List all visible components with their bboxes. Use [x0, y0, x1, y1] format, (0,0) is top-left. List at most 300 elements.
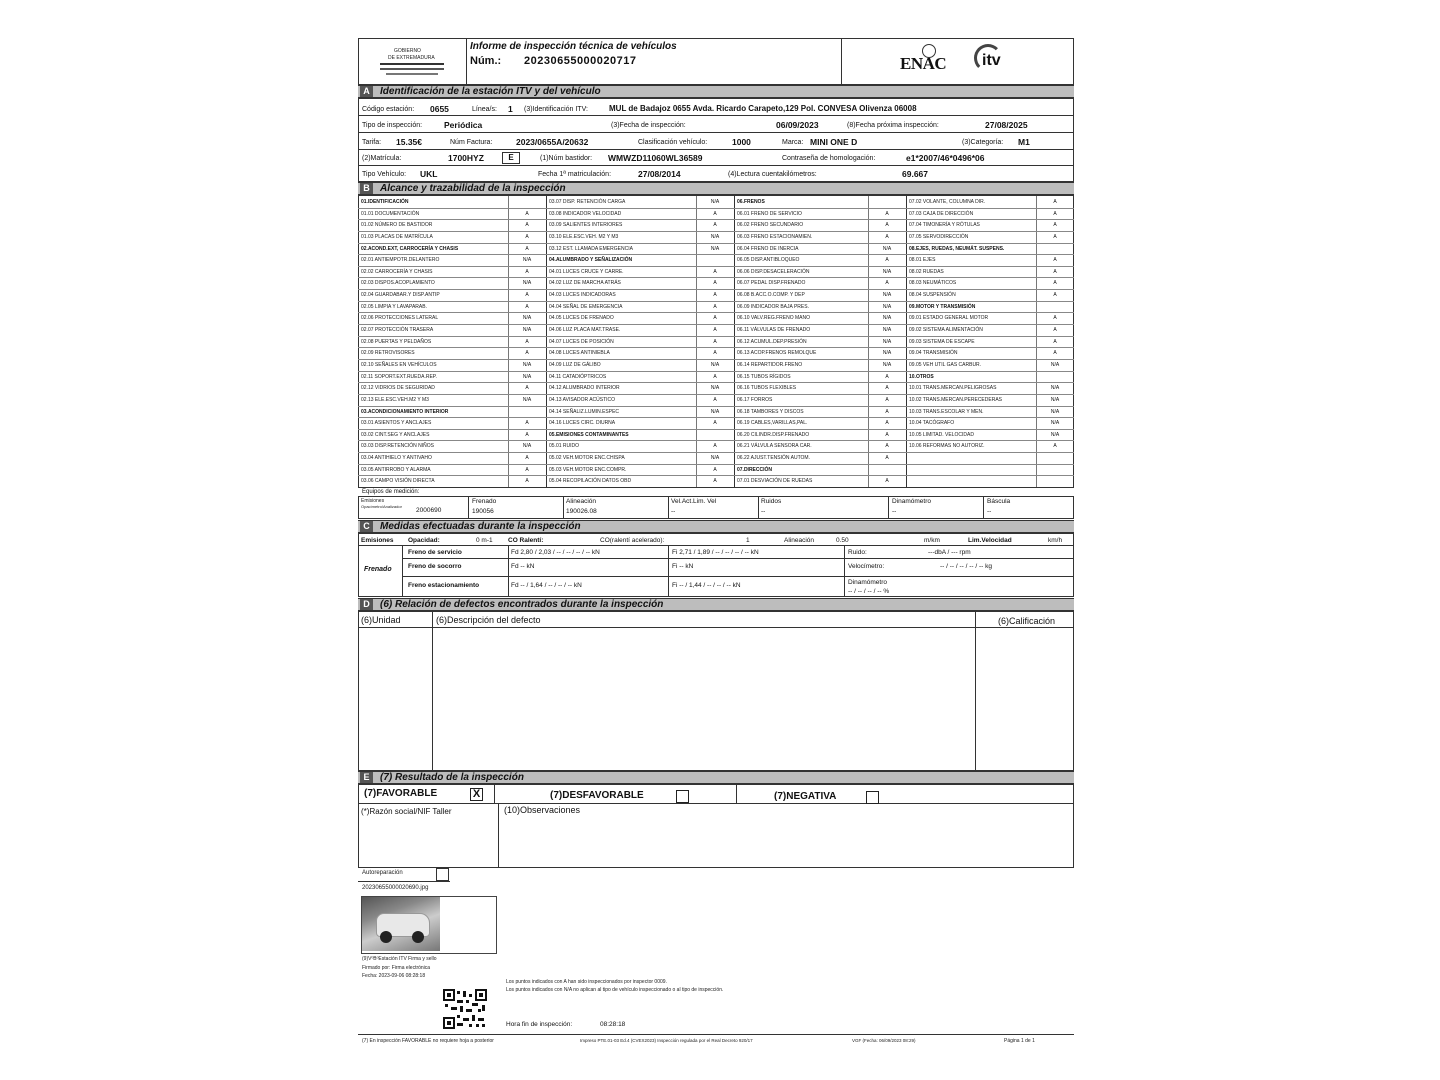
scope-item-label: 10.02 TRANS.MERCAN.PERECEDERAS: [909, 396, 1002, 403]
dinamometro-label: Dinamómetro: [848, 579, 888, 586]
qr-code: [442, 988, 488, 1030]
equipo-velocidad-value: --: [671, 508, 676, 515]
report-number-label: Núm.:: [470, 55, 502, 67]
scope-item-mark: A: [885, 222, 889, 229]
freno-socorro-fi: Fi -- kN: [672, 563, 694, 570]
razon-social-label: (*)Razón social/NIF Taller: [361, 807, 452, 816]
scope-item-label: 03.09 SALIENTES INTERIORES: [549, 222, 623, 229]
section-d-title: (6) Relación de defectos encontrados durante la inspección: [380, 599, 664, 610]
scope-item-label: 06.03 FRENO ESTACIONAMIEN.: [737, 233, 813, 240]
scope-item-mark: A: [1053, 292, 1057, 299]
scope-item-label: 06.06 DISP.DESACELERACIÓN: [737, 268, 810, 275]
itv-logo: [972, 42, 1036, 80]
result-favorable-label: (7)FAVORABLE: [364, 788, 438, 799]
equipo-emisiones-sublabel: Opacímetro/Analizador: [361, 504, 402, 509]
scope-item-label: 04.06 LUZ PLACA MAT.TRASE.: [549, 327, 621, 334]
scope-item-mark: A: [713, 327, 717, 334]
km-value: 69.667: [902, 169, 928, 179]
footer-regulation: Impreso PTE.01-03 Ed.4 (CVEX2023) Inspección regulada por el Real Decreto 920/17: [580, 1038, 753, 1043]
marca-value: MINI ONE D: [810, 137, 858, 147]
itv-wordmark: itv: [982, 52, 1001, 69]
defects-col-descripcion: (6)Descripción del defecto: [436, 615, 541, 625]
scope-item-mark: N/A: [882, 303, 892, 310]
bascula-value: -- / -- / -- / -- / -- kg: [940, 563, 992, 570]
scope-item-mark: A: [885, 420, 889, 427]
scope-item-mark: A: [885, 280, 889, 287]
scope-item-mark: A: [525, 420, 529, 427]
scope-item-label: 09.01 ESTADO GENERAL MOTOR: [909, 315, 989, 322]
note-not-applicable: Los puntos indicados con N/A no aplican al tipo de vehículo inspeccionado o al tipo de inspección.: [506, 987, 724, 993]
section-e-bar: [358, 771, 1074, 784]
tarifa-value: 15.35€: [396, 137, 422, 147]
scope-item-mark: A: [885, 373, 889, 380]
autoreparacion-label: Autoreparación: [362, 870, 403, 876]
ruido-value: ---dbA / --- rpm: [928, 549, 971, 556]
scope-item-label: 03.05 ANTIRROBO Y ALARMA: [361, 466, 431, 473]
report-title: Informe de inspección técnica de vehículos: [470, 41, 677, 52]
scope-item-mark: N/A: [522, 361, 532, 368]
observaciones-label: (10)Observaciones: [504, 805, 581, 815]
scope-item-mark: A: [1053, 280, 1057, 287]
categoria-label: (3)Categoría:: [962, 139, 1004, 146]
lambda-value: 1: [746, 537, 750, 544]
categoria-value: M1: [1018, 137, 1030, 147]
scope-item-mark: N/A: [882, 245, 892, 252]
scope-item-mark: A: [885, 210, 889, 217]
scope-item-mark: A: [525, 303, 529, 310]
equipo-alineacion-value: 190026.08: [566, 508, 597, 515]
scope-item-mark: A: [713, 396, 717, 403]
fecha-matriculacion-label: Fecha 1ª matriculación:: [538, 171, 612, 178]
firma-fecha: Fecha: 2023-09-06 08:28:18: [362, 973, 426, 979]
linea-label: Línea/s:: [472, 106, 497, 113]
observations-box: [358, 804, 1074, 868]
scope-item-mark: A: [525, 385, 529, 392]
scope-group-heading: 07.DIRECCIÓN: [737, 466, 773, 473]
footer-version: VGF (Fecha: 06/09/2023 08:29): [852, 1038, 916, 1043]
defects-col-calificacion: (6)Calificación: [998, 616, 1056, 626]
scope-item-mark: N/A: [710, 455, 720, 462]
scope-item-label: 03.06 CAMPO VISIÓN DIRECTA: [361, 478, 435, 485]
report-number: 20230655000020717: [524, 55, 637, 67]
scope-item-mark: N/A: [522, 396, 532, 403]
scope-group-heading: 05.EMISIONES CONTAMINANTES: [549, 431, 629, 438]
hora-fin-value: 08:28:18: [600, 1021, 626, 1028]
section-b-bar: [358, 182, 1074, 195]
equipo-frenado-value: 190056: [472, 508, 494, 515]
scope-item-mark: N/A: [710, 233, 720, 240]
scope-item-label: 02.09 RETROVISORES: [361, 350, 415, 357]
scope-item-mark: N/A: [882, 350, 892, 357]
scope-item-label: 10.06 REFORMAS NO AUTORIZ.: [909, 443, 985, 450]
scope-item-label: 03.04 ANTIHIELO Y ANTIVAHO: [361, 455, 432, 462]
scope-item-mark: N/A: [882, 292, 892, 299]
scope-item-label: 04.01 LUCES CRUCE Y CARRE.: [549, 268, 624, 275]
freno-estacionamiento-label: Freno estacionamiento: [408, 582, 480, 589]
scope-item-label: 05.03 VEH.MOTOR ENC.COMPR.: [549, 466, 627, 473]
equipo-emisiones-value: 2000690: [416, 507, 442, 514]
scope-item-label: 04.16 LUCES CIRC. DIURNA: [549, 420, 616, 427]
equipos-label: Equipos de medición:: [362, 489, 420, 495]
section-a-bar: [358, 85, 1074, 98]
dinamometro-value: -- / -- / -- / -- %: [848, 588, 890, 595]
homologacion-label: Contraseña de homologación:: [782, 155, 876, 162]
section-c-title: Medidas efectuadas durante la inspección: [380, 521, 581, 532]
alineacion-units: m/km: [924, 537, 940, 544]
defects-table: [358, 611, 1074, 771]
note-inspected: Los puntos indicados con A han sido inspeccionados por inspector 0009.: [506, 979, 667, 985]
scope-item-label: 06.20 CILINDR.DISP.FRENADO: [737, 431, 810, 438]
scope-item-label: 04.05 LUCES DE FRENADO: [549, 315, 614, 322]
codigo-estacion-label: Código estación:: [362, 106, 415, 113]
scope-item-label: 02.13 ELE.ESC.VEH.M2 Y M3: [361, 396, 429, 403]
scope-item-label: 06.16 TUBOS FLEXIBLES: [737, 385, 797, 392]
freno-socorro-label: Freno de socorro: [408, 563, 462, 570]
scope-item-label: 08.04 SUSPENSIÓN: [909, 292, 956, 299]
section-c-letter: C: [360, 521, 373, 532]
equipo-dinamometro-value: --: [892, 508, 897, 515]
enac-wordmark: ENAC: [900, 54, 947, 73]
scope-item-mark: N/A: [710, 245, 720, 252]
scope-item-mark: A: [525, 268, 529, 275]
scope-item-label: 07.01 DESVIACIÓN DE RUEDAS: [737, 478, 813, 485]
scope-item-mark: N/A: [1050, 420, 1060, 427]
scope-item-mark: A: [713, 268, 717, 275]
scope-item-mark: N/A: [522, 443, 532, 450]
scope-item-mark: A: [713, 478, 717, 485]
ruido-label: Ruido:: [848, 549, 867, 556]
linea-value: 1: [508, 104, 513, 114]
scope-item-label: 09.02 SISTEMA ALIMENTACIÓN: [909, 327, 983, 334]
scope-group-heading: 02.ACOND.EXT, CARROCERÍA Y CHASIS: [361, 245, 459, 252]
scope-item-label: 10.05 LIMITAD. VELOCIDAD: [909, 431, 974, 438]
section-a-letter: A: [360, 86, 373, 97]
scope-item-mark: A: [1053, 350, 1057, 357]
fecha-inspeccion-value: 06/09/2023: [776, 120, 819, 130]
scope-item-mark: N/A: [882, 338, 892, 345]
scope-item-label: 05.02 VEH.MOTOR ENC.CHISPA: [549, 455, 625, 462]
hora-fin-label: Hora fin de inspección:: [506, 1021, 573, 1028]
scope-item-label: 06.04 FRENO DE INERCIA: [737, 245, 799, 252]
ident-itv-value: MUL de Badajoz 0655 Avda. Ricardo Carapeto,129 Pol. CONVESA Olivenza 06008: [609, 104, 917, 113]
section-e-title: (7) Resultado de la inspección: [380, 772, 524, 783]
footer-page: Página 1 de 1: [1004, 1038, 1035, 1044]
equipo-alineacion-label: Alineación: [566, 498, 596, 505]
scope-item-mark: A: [1053, 199, 1057, 205]
scope-item-label: 07.03 CAJA DE DIRECCIÓN: [909, 210, 974, 217]
scope-item-label: 03.12 EST. LLAMADA EMERGENCIA: [549, 245, 633, 252]
freno-socorro-fd: Fd -- kN: [511, 563, 535, 570]
enac-logo: [900, 44, 970, 78]
equipo-emisiones-label: Emisiones: [361, 498, 385, 504]
scope-item-label: 02.05 LIMPIA Y LAVAPARAB.: [361, 303, 427, 310]
scope-item-mark: N/A: [1050, 408, 1060, 415]
scope-item-mark: A: [1053, 338, 1057, 345]
section-d-letter: D: [360, 599, 373, 610]
equipo-ruidos-label: Ruidos: [761, 498, 782, 505]
scope-item-label: 09.05 VEH UTIL GAS CARBUR.: [909, 361, 982, 368]
fecha-inspeccion-label: (3)Fecha de inspección:: [611, 122, 686, 129]
clasificacion-label: Clasificación vehículo:: [638, 139, 708, 146]
scope-item-label: 03.02 CINT.SEG Y ANCLAJES: [361, 431, 430, 438]
section-a-title: Identificación de la estación ITV y del vehículo: [380, 86, 601, 97]
scope-item-label: 02.03 DISPOS.ACOPLAMIENTO: [361, 280, 435, 287]
scope-item-mark: A: [713, 222, 717, 229]
scope-item-mark: A: [713, 315, 717, 322]
scope-item-mark: A: [713, 210, 717, 217]
scope-item-mark: A: [713, 443, 717, 450]
scope-item-label: 04.09 LUZ DE GÁLIBO: [549, 361, 601, 368]
scope-item-mark: A: [885, 385, 889, 392]
scope-item-label: 02.10 SEÑALES EN VEHÍCULOS: [361, 361, 437, 368]
tipo-vehiculo-label: Tipo Vehículo:: [362, 171, 407, 178]
fecha-proxima-label: (8)Fecha próxima inspección:: [847, 122, 939, 129]
country-flag-badge: E: [502, 152, 520, 164]
scope-item-mark: A: [713, 373, 717, 380]
scope-item-label: 02.01 ANTIEMPOTR.DELANTERO: [361, 257, 440, 264]
scope-item-mark: A: [1053, 443, 1057, 450]
scope-item-mark: A: [1053, 222, 1057, 229]
scope-item-label: 06.11 VÁLVULAS DE FRENADO: [737, 327, 811, 334]
scope-item-label: 06.12 ACUMUL.DEP.PRESIÓN: [737, 338, 807, 345]
scope-item-label: 06.19 CABLES,VARILLAS,PAL.: [737, 420, 808, 427]
scope-item-mark: A: [885, 257, 889, 264]
result-negativa-label: (7)NEGATIVA: [774, 791, 837, 802]
equipo-dinamometro-label: Dinamómetro: [892, 498, 932, 505]
scope-item-mark: A: [885, 233, 889, 240]
scope-item-mark: N/A: [1050, 361, 1060, 368]
factura-value: 2023/0655A/20632: [516, 137, 589, 147]
scope-group-heading: 10.OTROS: [909, 373, 934, 380]
scope-item-mark: N/A: [710, 199, 720, 205]
scope-group-heading: 01.IDENTIFICACIÓN: [361, 199, 409, 205]
scope-item-mark: A: [1053, 268, 1057, 275]
scope-item-label: 06.14 REPARTIDOR.FRENO: [737, 361, 803, 368]
freno-servicio-fd: Fd 2,80 / 2,03 / -- / -- / -- / -- kN: [511, 549, 600, 556]
bastidor-value: WMWZD11060WL36589: [608, 153, 703, 163]
bastidor-label: (1)Núm bastidor:: [540, 155, 593, 162]
scope-item-mark: A: [713, 420, 717, 427]
result-desfavorable-label: (7)DESFAVORABLE: [550, 790, 644, 801]
scope-item-label: 10.04 TACÓGRAFO: [909, 420, 955, 427]
marca-label: Marca:: [782, 139, 804, 146]
freno-servicio-label: Freno de servicio: [408, 549, 462, 556]
scope-item-label: 02.04 GUARDABAR.Y DISP.ANTIP: [361, 292, 440, 299]
scope-item-mark: N/A: [522, 315, 532, 322]
result-favorable-checkbox[interactable]: X: [470, 788, 483, 801]
scope-item-label: 08.03 NEUMÁTICOS: [909, 280, 957, 287]
scope-grid-items: [358, 196, 1074, 487]
scope-item-mark: N/A: [882, 268, 892, 275]
section-b-title: Alcance y trazabilidad de la inspección: [380, 183, 566, 194]
scope-item-label: 04.12 ALUMBRADO INTERIOR: [549, 385, 620, 392]
defects-col-unidad: (6)Unidad: [361, 615, 401, 625]
tipo-inspeccion-value: Periódica: [444, 120, 483, 130]
scope-item-mark: N/A: [522, 257, 532, 264]
section-b-letter: B: [360, 183, 373, 194]
scope-item-mark: A: [525, 478, 529, 485]
inspection-report: [358, 38, 1074, 1050]
scope-item-label: 08.01 EJES: [909, 257, 936, 264]
scope-item-label: 02.07 PROTECCIÓN TRASERA: [361, 327, 434, 334]
scope-item-label: 02.12 VIDRIOS DE SEGURIDAD: [361, 385, 435, 392]
co-ralenti-label: CO Ralentí:: [508, 537, 544, 544]
scope-item-mark: A: [885, 408, 889, 415]
factura-label: Núm Factura:: [450, 139, 493, 146]
scope-item-label: 06.10 VALV.REG.FRENO MANO: [737, 315, 810, 322]
scope-item-label: 03.08 INDICADOR VELOCIDAD: [549, 210, 622, 217]
scope-item-mark: N/A: [710, 385, 720, 392]
scope-item-mark: N/A: [882, 327, 892, 334]
scope-item-mark: A: [525, 292, 529, 299]
scope-item-mark: A: [885, 431, 889, 438]
scope-item-label: 07.04 TIMONERÍA Y RÓTULAS: [909, 222, 980, 229]
scope-group-heading: 08.EJES, RUEDAS, NEUMÁT. SUSPENS.: [909, 245, 1005, 252]
scope-item-label: 06.07 PEDAL DISP.FRENADO: [737, 280, 806, 287]
scope-item-mark: A: [1053, 210, 1057, 217]
lim-velocidad-label: Lim.Velocidad: [968, 537, 1012, 544]
freno-estacionamiento-fi: Fi -- / 1,44 / -- / -- / -- kN: [672, 582, 741, 589]
scope-item-mark: A: [525, 338, 529, 345]
scope-item-label: 01.01 DOCUMENTACIÓN: [361, 210, 420, 217]
scope-item-label: 06.13 ACOP.FRENOS REMOLQUE: [737, 350, 817, 357]
scope-item-mark: A: [713, 466, 717, 473]
vehicle-photo: [361, 896, 497, 954]
scope-item-mark: A: [525, 350, 529, 357]
scope-item-mark: A: [885, 443, 889, 450]
fecha-proxima-value: 27/08/2025: [985, 120, 1028, 130]
scope-group-heading: 03.ACONDICIONAMIENTO INTERIOR: [361, 408, 449, 415]
scope-item-mark: A: [525, 466, 529, 473]
freno-estacionamiento-fd: Fd -- / 1,64 / -- / -- / -- kN: [511, 582, 582, 589]
scope-item-mark: N/A: [522, 280, 532, 287]
scope-item-mark: A: [713, 338, 717, 345]
equipo-bascula-value: --: [987, 508, 992, 515]
scope-item-label: 10.03 TRANS.ESCOLAR Y MEN.: [909, 408, 984, 415]
scope-item-mark: A: [525, 233, 529, 240]
scope-item-mark: N/A: [1050, 431, 1060, 438]
firma-label: (9)VºBºEstación ITV Firma y sello: [362, 956, 437, 962]
equipo-frenado-label: Frenado: [472, 498, 497, 505]
equipo-bascula-label: Báscula: [987, 498, 1011, 505]
scope-item-mark: A: [885, 455, 889, 462]
scope-group-heading: 04.ALUMBRADO Y SEÑALIZACIÓN: [549, 257, 633, 264]
scope-item-label: 04.07 LUCES DE POSICIÓN: [549, 338, 614, 345]
scope-group-heading: 09.MOTOR Y TRANSMISIÓN: [909, 303, 976, 310]
scope-item-mark: A: [1053, 315, 1057, 322]
tipo-vehiculo-value: UKL: [420, 169, 438, 179]
scope-item-mark: N/A: [882, 361, 892, 368]
scope-item-label: 07.02 VOLANTE, COLUMNA DIR.: [909, 199, 986, 205]
scope-item-label: 04.04 SEÑAL DE EMERGENCIA: [549, 303, 623, 310]
scope-item-mark: N/A: [1050, 396, 1060, 403]
scope-item-mark: A: [713, 350, 717, 357]
scope-item-label: 03.01 ASIENTOS Y ANCLAJES: [361, 420, 432, 427]
alineacion-value: 0.50: [836, 537, 849, 544]
opacidad-value: 0 m-1: [476, 537, 493, 544]
scope-item-mark: N/A: [522, 327, 532, 334]
scope-item-mark: A: [1053, 257, 1057, 264]
ministry-logo: GOBIERNO DE EXTREMADURA: [378, 44, 448, 78]
scope-item-label: 06.15 TUBOS RÍGIDOS: [737, 373, 791, 380]
clasificacion-value: 1000: [732, 137, 751, 147]
scope-item-label: 04.03 LUCES INDICADORAS: [549, 292, 616, 299]
scope-item-label: 04.02 LUZ DE MARCHA ATRÁS: [549, 280, 621, 287]
result-desfavorable-checkbox[interactable]: [676, 790, 689, 803]
scope-item-mark: A: [713, 280, 717, 287]
result-row: [358, 784, 1074, 804]
scope-item-label: 05.01 RUIDO: [549, 443, 580, 450]
scope-item-label: 10.01 TRANS.MERCAN.PELIGROSAS: [909, 385, 997, 392]
autoreparacion-checkbox[interactable]: [436, 868, 449, 881]
scope-item-label: 03.03 DISP.RETENCIÓN NIÑOS: [361, 443, 434, 450]
result-negativa-checkbox[interactable]: [866, 791, 879, 804]
scope-item-mark: A: [1053, 233, 1057, 240]
equipo-velocidad-label: Vel.Act.Lim. Vel: [671, 498, 717, 505]
tipo-inspeccion-label: Tipo de inspección:: [362, 122, 423, 129]
scope-item-label: 06.17 FORROS: [737, 396, 773, 403]
scope-item-label: 06.05 DISP.ANTIBLOQUEO: [737, 257, 800, 264]
scope-item-label: 03.07 DISP. RETENCIÓN CARGA: [549, 199, 626, 205]
scope-item-mark: A: [525, 245, 529, 252]
km-label: (4)Lectura cuentakilómetros:: [728, 171, 817, 178]
scope-item-mark: N/A: [882, 315, 892, 322]
equipo-ruidos-value: --: [761, 508, 766, 515]
scope-group-heading: 06.FRENOS: [737, 199, 765, 205]
scope-item-label: 06.02 FRENO SECUNDARIO: [737, 222, 804, 229]
scope-item-label: 02.11 SOPORT.EXT.RUEDA.REP.: [361, 373, 437, 380]
scope-item-label: 04.13 AVISADOR ACÚSTICO: [549, 396, 616, 403]
freno-servicio-fi: Fi 2,71 / 1,89 / -- / -- / -- / -- kN: [672, 549, 759, 556]
scope-item-mark: A: [525, 431, 529, 438]
scope-item-label: 08.02 RUEDAS: [909, 268, 944, 275]
scope-item-label: 05.04 RECOPILACIÓN DATOS OBD: [549, 478, 632, 485]
scope-item-label: 04.11 CATADIÓPTRICOS: [549, 373, 607, 380]
scope-item-mark: N/A: [710, 361, 720, 368]
scope-item-mark: N/A: [522, 373, 532, 380]
codigo-estacion-value: 0655: [430, 104, 449, 114]
scope-item-label: 09.03 SISTEMA DE ESCAPE: [909, 338, 975, 345]
scope-item-mark: A: [525, 455, 529, 462]
lim-velocidad-units: km/h: [1048, 537, 1063, 544]
frenado-label: Frenado: [364, 566, 392, 573]
scope-item-label: 06.08 B.ACC.O.COMP. Y DEP: [737, 292, 805, 299]
scope-item-label: 02.06 PROTECCIONES LATERAL: [361, 315, 439, 322]
scope-item-label: 06.22 AJUST.TENSIÓN AUTOM.: [737, 455, 810, 462]
alineacion-label: Alineación: [784, 537, 814, 544]
scope-item-label: 01.02 NÚMERO DE BASTIDOR: [361, 222, 433, 229]
matricula-value: 1700HYZ: [448, 153, 484, 163]
scope-item-label: 06.09 INDICADOR BAJA PRES.: [737, 303, 809, 310]
scope-item-mark: A: [713, 292, 717, 299]
scope-item-mark: A: [885, 478, 889, 485]
co-acelerado-label: CO(ralentí acelerado):: [600, 537, 665, 544]
firma-detail: Firmado por: Firma electrónica: [362, 965, 431, 971]
scope-item-mark: A: [525, 210, 529, 217]
scope-item-label: 02.02 CARROCERÍA Y CHASIS: [361, 268, 433, 275]
scope-item-label: 02.08 PUERTAS Y PELDAÑOS: [361, 338, 432, 345]
scope-item-label: 09.04 TRANSMISIÓN: [909, 350, 958, 357]
scope-item-mark: A: [1053, 327, 1057, 334]
scope-item-label: 06.01 FRENO DE SERVICIO: [737, 210, 802, 217]
scope-item-mark: A: [885, 396, 889, 403]
scope-item-label: 04.14 SEÑALIZ.LUMIN.ESPEC: [549, 408, 620, 415]
section-d-bar: [358, 598, 1074, 611]
scope-item-label: 01.03 PLACAS DE MATRÍCULA: [361, 233, 433, 240]
scope-item-label: 04.08 LUCES ANTINIEBLA: [549, 350, 610, 357]
fecha-matriculacion-value: 27/08/2014: [638, 169, 681, 179]
scope-item-label: 07.05 SERVODIRECCIÓN: [909, 233, 969, 240]
